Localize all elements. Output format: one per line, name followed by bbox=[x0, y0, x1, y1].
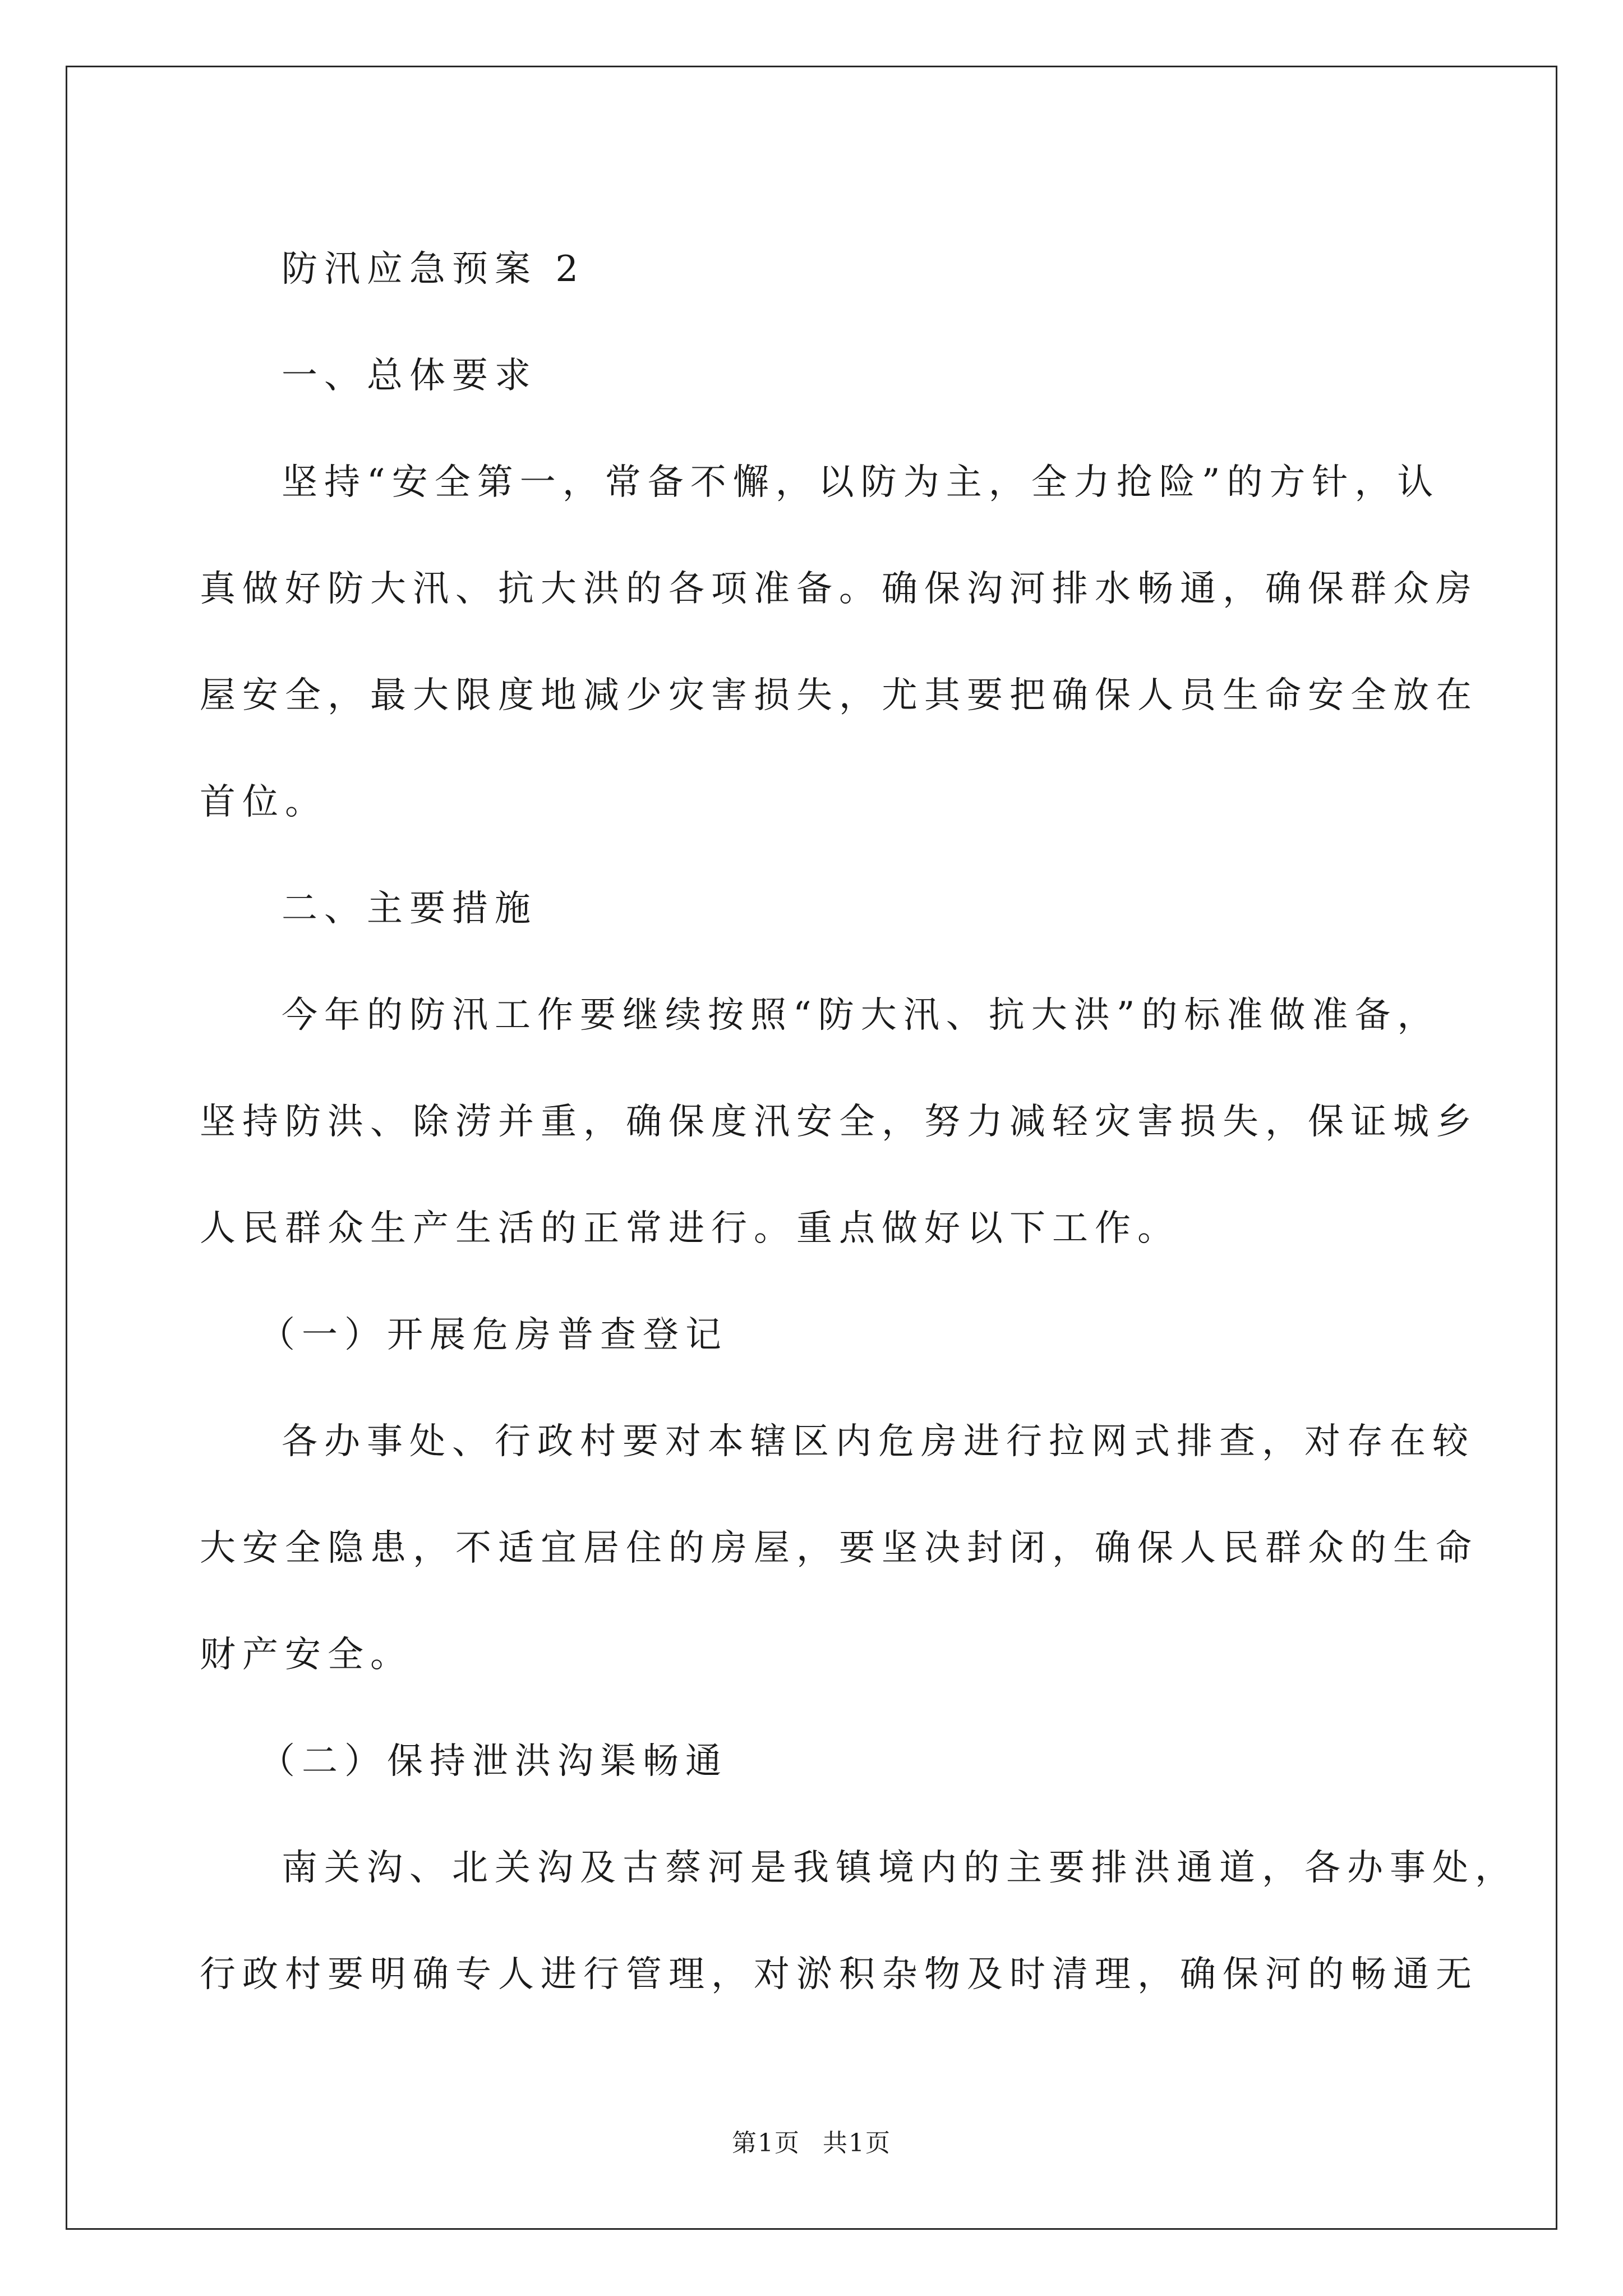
text-line: 财产安全。 bbox=[200, 1634, 413, 1676]
text-line: 今年的防汛工作要继续按照“防大汛、抗大洪”的标准做准备， bbox=[282, 995, 1440, 1036]
page-total: 共1页 bbox=[823, 2129, 891, 2157]
text-line: 坚持“安全第一，常备不懈，以防为主，全力抢险”的方针，认 bbox=[282, 462, 1440, 503]
text-line: 行政村要明确专人进行管理，对淤积杂物及时清理，确保河的畅通无 bbox=[200, 1954, 1478, 1995]
paragraph-lines bbox=[200, 323, 1518, 2028]
text-line: 南关沟、北关沟及古蔡河是我镇境内的主要排洪通道，各办事处， bbox=[282, 1847, 1518, 1889]
text-line: 一、总体要求 bbox=[282, 355, 537, 397]
text-line: 真做好防大汛、抗大洪的各项准备。确保沟河排水畅通，确保群众房 bbox=[200, 568, 1478, 610]
text-line: 人民群众生产生活的正常进行。重点做好以下工作。 bbox=[200, 1208, 1180, 1249]
page-number: 第1页 bbox=[732, 2129, 800, 2157]
text-line: （一）开展危房普查登记 bbox=[259, 1314, 728, 1356]
document-body bbox=[200, 216, 1518, 2028]
text-line: 二、主要措施 bbox=[282, 888, 537, 930]
text-line: 首位。 bbox=[200, 781, 328, 823]
document-title: 防汛应急预案 2 bbox=[282, 249, 585, 290]
text-line: 各办事处、行政村要对本辖区内危房进行拉网式排查，对存在较 bbox=[282, 1421, 1475, 1462]
page-footer bbox=[0, 2123, 1623, 2159]
text-line: （二）保持泄洪沟渠畅通 bbox=[259, 1741, 728, 1782]
text-line: 大安全隐患，不适宜居住的房屋，要坚决封闭，确保人民群众的生命 bbox=[200, 1527, 1478, 1569]
text-line: 坚持防洪、除涝并重，确保度汛安全，努力减轻灾害损失，保证城乡 bbox=[200, 1101, 1478, 1143]
text-line: 屋安全，最大限度地减少灾害损失，尤其要把确保人员生命安全放在 bbox=[200, 675, 1478, 716]
